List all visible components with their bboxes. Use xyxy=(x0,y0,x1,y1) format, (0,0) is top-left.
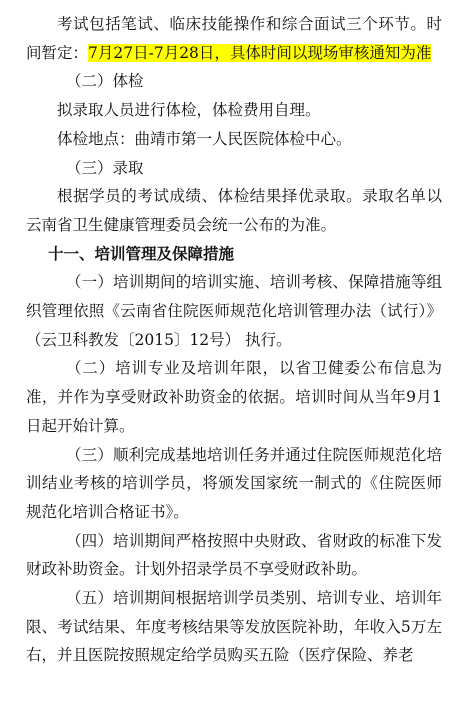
physical-exam-location-paragraph: 体检地点：曲靖市第一人民医院体检中心。 xyxy=(57,129,352,148)
hospital-subsidy-paragraph: （五）培训期间根据培训学员类别、培训专业、培训年限、考试结果、年度考核结果等发放医院补助，年收入5万左右，并且医院按照规定给学员购买五险（医疗保险、养老 xyxy=(26,589,442,665)
exam-schedule-text: 考试包括笔试、临床技能操作和综合面试三个环节。时间暂定： xyxy=(26,15,442,62)
exam-date-highlight: 7月27日-7月28日，具体时间以现场审核通知为准 xyxy=(88,43,432,62)
physical-exam-subheading: （二）体检 xyxy=(66,72,144,91)
exam-schedule-paragraph xyxy=(26,10,442,67)
financial-subsidy-paragraph: （四）培训期间严格按照中央财政、省财政的标准下发财政补助资金。计划外招录学员不享受财政补助。 xyxy=(26,531,442,579)
physical-exam-cost-paragraph: 拟录取人员进行体检，体检费用自理。 xyxy=(57,101,321,120)
training-specialty-paragraph: （二）培训专业及培训年限，以省卫健委公布信息为准，并作为享受财政补助资金的依据。培训时间从当年9月1日起开始计算。 xyxy=(26,359,442,435)
training-management-paragraph: （一）培训期间的培训实施、培训考核、保障措施等组织管理依照《云南省住院医师规范化培训管理办法（试行）》（云卫科教发〔2015〕12号） 执行。 xyxy=(26,273,442,349)
certificate-paragraph: （三）顺利完成基地培训任务并通过住院医师规范化培训结业考核的培训学员，将颁发国家统一制式的《住院医师规范化培训合格证书》。 xyxy=(26,445,442,521)
section-11-heading: 十一、培训管理及保障措施 xyxy=(48,243,235,263)
admission-paragraph: 根据学员的考试成绩、体检结果择优录取。录取名单以云南省卫生健康管理委员会统一公布的为准。 xyxy=(26,187,442,234)
admission-subheading: （三）录取 xyxy=(66,158,144,177)
